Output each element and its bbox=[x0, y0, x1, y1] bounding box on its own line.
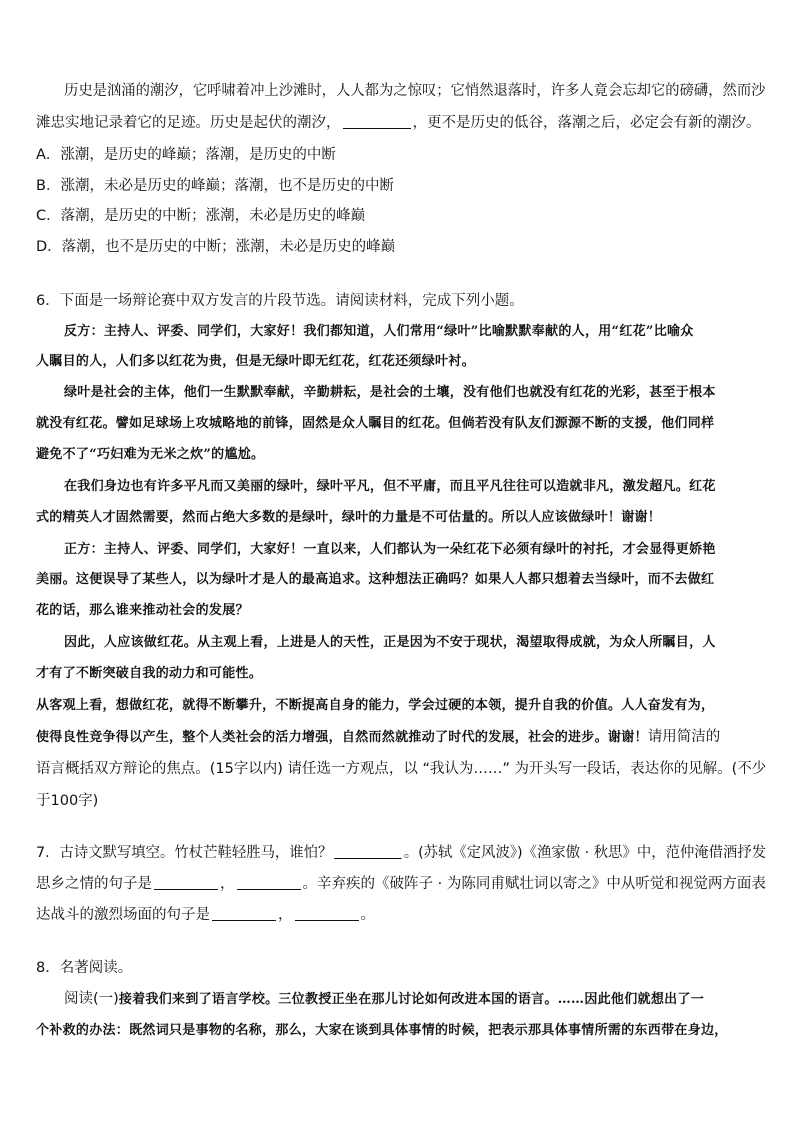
q5-stem-text-a: 滩忠实地记录着它的足迹。历史是起伏的潮汐， bbox=[36, 115, 341, 131]
q6-passage-last-line: 使得良性竞争得以产生，整个人类社会的活力增强，自然而然就推动了时代的发展，社会的进步。谢谢！ bbox=[36, 730, 648, 745]
q6-task-line-2: 语言概括双方辩论的焦点。(15字以内) 请任选一方观点，以 “我认为……” 为开头写一段话，表达你的见解。(不少 bbox=[36, 761, 767, 777]
q6-passage-line: 才有了不断突破自我的动力和可能性。 bbox=[36, 666, 263, 681]
q7-answer-blank-4[interactable] bbox=[212, 908, 276, 921]
q6-passage-line: 从客观上看，想做红花，就得不断攀升，不断提高自身的能力，学会过硬的本领，提升自我的价值。人人奋发有为， bbox=[36, 698, 715, 713]
q8-passage-text: 接着我们来到了语言学校。三位教授正坐在那儿讨论如何改进本国的语言。……因此他们就想出了一 bbox=[118, 992, 705, 1007]
q6-passage-line: 就没有红花。譬如足球场上攻城略地的前锋，固然是众人瞩目的红花。但倘若没有队友们源源不断的支援，他们同样 bbox=[36, 416, 715, 431]
q8-reading-label: 阅读(一) bbox=[64, 991, 119, 1007]
q7-text: 思乡之情的句子是 bbox=[36, 876, 152, 892]
q6-task-line-3: 于100字) bbox=[36, 793, 99, 809]
q7-line-3 bbox=[36, 905, 375, 925]
q7-text: 。(苏轼《定风波》)《渔家傲 · 秋思》中，范仲淹借酒抒发 bbox=[403, 845, 767, 861]
q5-stem-line-1: 历史是汹涌的潮汐，它呼啸着冲上沙滩时，人人都为之惊叹；它悄然退落时，许多人竟会忘却它的磅礴，然而沙 bbox=[64, 83, 766, 99]
q6-passage-line: 美丽。这便误导了某些人，以为绿叶才是人的最高追求。这种想法正确吗？如果人人都只想着去当绿叶，而不去做红 bbox=[36, 572, 715, 587]
q5-option-a: A．涨潮，是历史的峰巅；落潮，是历史的中断 bbox=[36, 147, 336, 163]
q6-passage-line: 正方：主持人、评委、同学们，大家好！一直以来，人们都认为一朵红花下必须有绿叶的衬托，才会显得更娇艳 bbox=[64, 542, 716, 557]
q7-text: 达战斗的激烈场面的句子是 bbox=[36, 907, 210, 923]
q6-passage-line: 人瞩目的人，人们多以红花为贵，但是无绿叶即无红花，红花还须绿叶衬。 bbox=[36, 354, 475, 369]
q6-passage-line: 花的话，那么谁来推动社会的发展？ bbox=[36, 603, 249, 618]
q7-line-2 bbox=[36, 874, 766, 894]
q8-line-1 bbox=[64, 989, 704, 1010]
q7-answer-blank-2[interactable] bbox=[154, 877, 218, 890]
q5-option-b: B．涨潮，未必是历史的峰巅；落潮，也不是历史的中断 bbox=[36, 178, 394, 194]
q8-line-2: 个补救的办法：既然词只是事物的名称，那么，大家在谈到具体事情的时候，把表示那具体事情所需的东西带在身边， bbox=[36, 1023, 728, 1038]
q6-passage-line: 式的精英人才固然需要，然而占绝大多数的是绿叶，绿叶的力量是不可估量的。所以人应该做绿叶！谢谢！ bbox=[36, 510, 662, 525]
q7-text: ， bbox=[220, 876, 235, 892]
q6-passage-line: 绿叶是社会的主体，他们一生默默奉献，辛勤耕耘，是社会的土壤，没有他们也就没有红花的光彩，甚至于根本 bbox=[64, 385, 716, 400]
q5-stem-line-2 bbox=[36, 113, 761, 133]
q6-passage-line: 反方：主持人、评委、同学们，大家好！我们都知道，人们常用“绿叶”比喻默默奉献的人，用“红花”比喻众 bbox=[64, 324, 694, 339]
q6-passage-and-task-line bbox=[36, 727, 720, 748]
q6-task-start: 请用简洁的 bbox=[647, 729, 721, 745]
q7-text: 。辛弃疾的《破阵子 · 为陈同甫赋壮词以寄之》中从听觉和视觉两方面表 bbox=[302, 876, 766, 892]
q5-stem-text-b: ，更不是历史的低谷，落潮之后，必定会有新的潮汐。 bbox=[412, 115, 761, 131]
q7-text: ， bbox=[278, 907, 293, 923]
q7-answer-blank-1[interactable] bbox=[334, 846, 401, 859]
q7-answer-blank-3[interactable] bbox=[237, 877, 301, 890]
q6-title: 6．下面是一场辩论赛中双方发言的片段节选。请阅读材料，完成下列小题。 bbox=[36, 293, 524, 309]
q6-passage-line: 因此，人应该做红花。从主观上看，上进是人的天性，正是因为不安于现状，渴望取得成就，为众人所瞩目，人 bbox=[64, 635, 716, 650]
q7-text: 。 bbox=[360, 907, 375, 923]
q5-option-d: D．落潮，也不是历史的中断；涨潮，未必是历史的峰巅 bbox=[36, 239, 396, 255]
q8-title: 8．名著阅读。 bbox=[36, 960, 133, 976]
q7-text: 7．古诗文默写填空。竹杖芒鞋轻胜马，谁怕？ bbox=[36, 845, 333, 861]
q5-option-c: C．落潮，是历史的中断；涨潮，未必是历史的峰巅 bbox=[36, 208, 366, 224]
q7-line-1 bbox=[36, 843, 766, 863]
q6-passage-line: 在我们身边也有许多平凡而又美丽的绿叶，绿叶平凡，但不平庸，而且平凡往往可以造就非凡，激发超凡。红花 bbox=[64, 479, 716, 494]
q7-answer-blank-5[interactable] bbox=[295, 908, 359, 921]
q6-passage-line: 避免不了“巧妇难为无米之炊”的尴尬。 bbox=[36, 447, 265, 462]
q5-answer-blank[interactable] bbox=[343, 116, 411, 129]
